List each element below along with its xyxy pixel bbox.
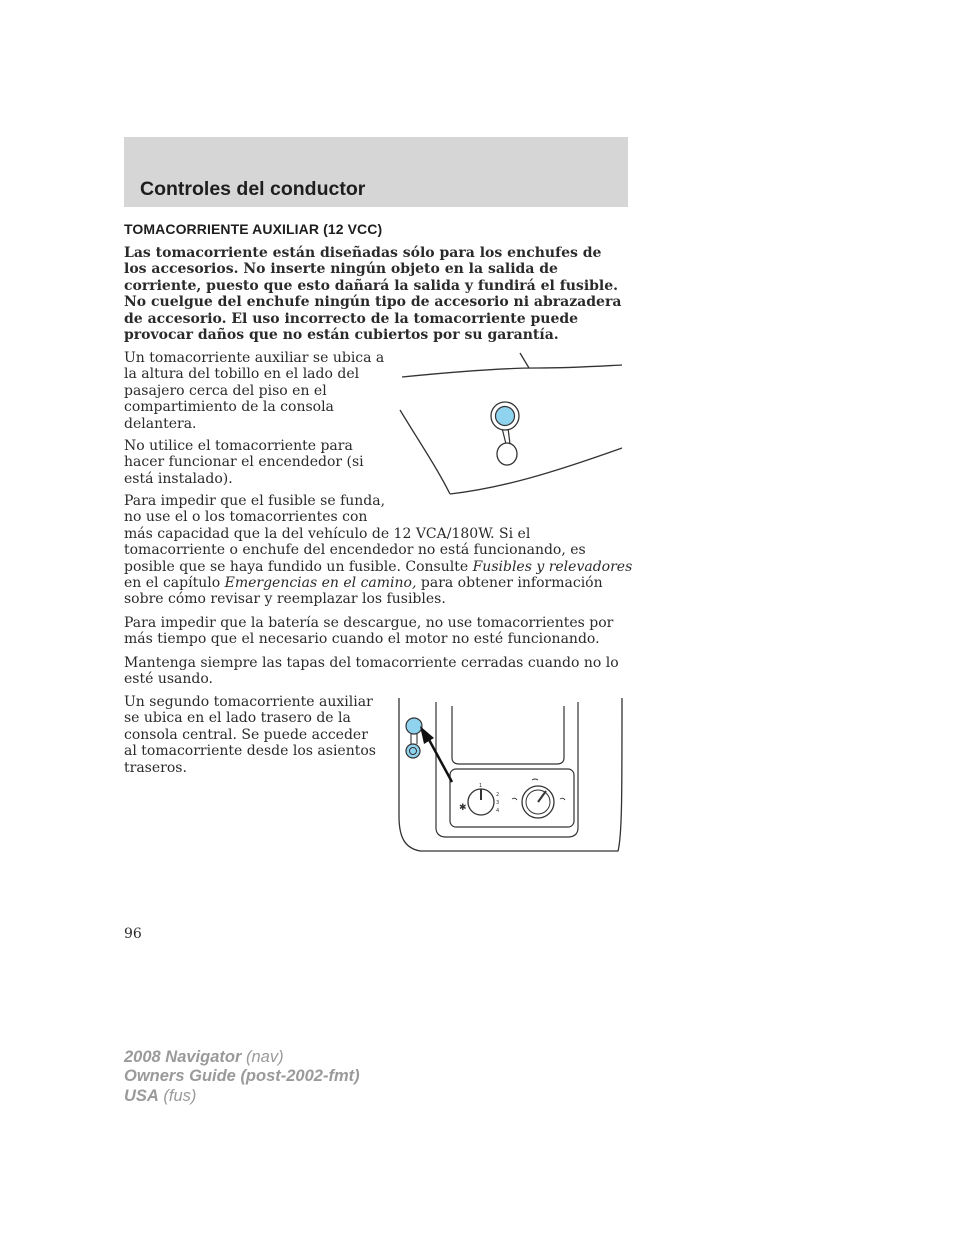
paragraph-rear-outlet: Un segundo tomacorriente auxiliar se ubica en el lado trasero de la consola central. Se puede acceder al tomacorriente desde los asientos traseros.: [124, 694, 376, 776]
paragraph-caps: Mantenga siempre las tapas del tomacorriente cerradas cuando no lo esté usando.: [124, 655, 619, 688]
outlet-cap-icon: [497, 443, 517, 465]
fan-speed-1: 1: [479, 783, 483, 789]
header-band: [124, 137, 628, 207]
paragraph-fuse-line1: Para impedir que el fusible se funda,: [124, 493, 386, 509]
rear-outlet-cap-icon: [406, 744, 420, 758]
paragraph-battery: Para impedir que la batería se descargue, no use tomacorrientes por más tiempo que el necesario cuando el motor no esté funcionando.: [124, 615, 614, 648]
front-outlet-illustration: [392, 348, 628, 508]
footer-line-1: 2008 Navigator (nav): [124, 1048, 284, 1066]
paragraph-fuse-rest: más capacidad que la del vehículo de 12 VCA/180W. Si el tomacorriente o enchufe del encendedor no está funcionando, es posible que se haya fundido un fusible. Consulte Fusibles y relevadores en el capítulo Emergencias en el camino, para obtener información sobre cómo revisar y reemplazar los fusibles.: [124, 525, 633, 608]
fan-speed-3: 3: [496, 800, 500, 806]
rear-outlet-socket-icon: [406, 718, 422, 734]
warning-text: Las tomacorriente están diseñadas sólo para los enchufes de los accesorios. No inserte ningún objeto en la salida de corriente, puesto que esto dañará la salida y fundirá el fusible. No cuelgue del enchufe ningún tipo de accesorio ni abrazadera de accesorio. El uso incorrecto de la tomacorriente puede provocar daños que no están cubiertos por su garantía.: [124, 245, 622, 344]
page-number: 96: [124, 926, 142, 942]
pointer-arrow-icon: [427, 736, 452, 782]
paragraph-fuse: [124, 493, 634, 608]
paragraph-lighter: No utilice el tomacorriente para hacer funcionar el encendedor (si está instalado).: [124, 438, 364, 487]
footer-line-2: Owners Guide (post-2002-fmt): [124, 1067, 360, 1086]
fan-icon: ✱: [459, 803, 467, 813]
fan-speed-4: 4: [496, 808, 500, 814]
reference-fuses: Fusibles y relevadores: [472, 558, 633, 575]
fan-speed-2: 2: [496, 792, 500, 798]
paragraph-fuse-line2: no use el o los tomacorrientes con: [124, 509, 368, 526]
footer-line-3: USA (fus): [124, 1086, 197, 1105]
page-title: Controles del conductor: [140, 178, 366, 200]
footer: [124, 1048, 360, 1106]
paragraph-front-outlet: Un tomacorriente auxiliar se ubica a la altura del tobillo en el lado del pasajero cerca del piso en el compartimiento de la consola delantera.: [124, 350, 385, 432]
section-heading: TOMACORRIENTE AUXILIAR (12 VCC): [124, 221, 383, 237]
reference-emergencies: Emergencias en el camino,: [224, 575, 417, 592]
rear-console-illustration: [392, 696, 628, 854]
